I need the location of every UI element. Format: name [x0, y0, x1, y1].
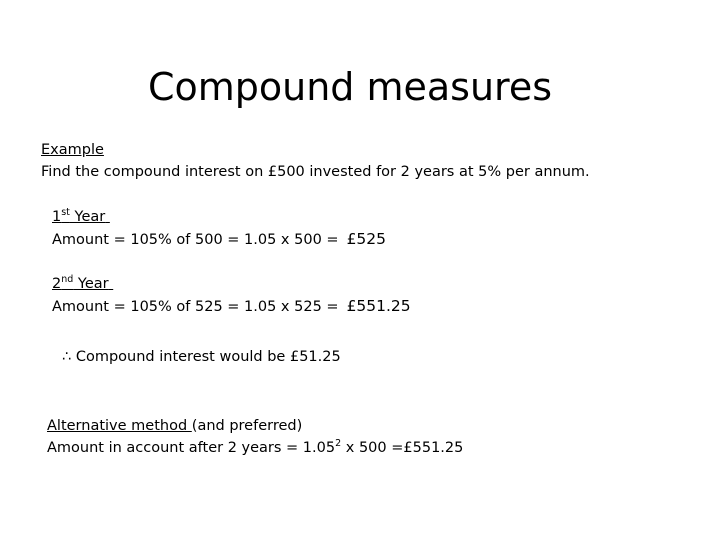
- year1-calculation: [52, 229, 386, 251]
- year2-word: Year: [73, 276, 109, 292]
- year2-result: £551.25: [346, 297, 411, 315]
- alternative-calc-end: x 500 =£551.25: [341, 440, 464, 456]
- year1-ordinal-suffix: st: [61, 207, 70, 219]
- year1-number: 1: [52, 209, 62, 225]
- year1-heading: [52, 207, 110, 228]
- conclusion-line: [62, 347, 341, 368]
- page-title: Compound measures: [147, 65, 553, 109]
- alternative-calculation: [47, 438, 463, 459]
- year2-ordinal-suffix: nd: [61, 274, 74, 286]
- alternative-heading: [47, 416, 302, 437]
- therefore-symbol: ∴: [62, 349, 72, 365]
- alternative-note: (and preferred): [191, 418, 303, 434]
- year1-calc-text: Amount = 105% of 500 = 1.05 x 500 =: [52, 232, 339, 248]
- alternative-calc-start: Amount in account after 2 years = 1.05: [47, 440, 336, 456]
- year2-heading-label: [52, 276, 113, 292]
- example-heading-text: Example: [41, 142, 104, 158]
- year1-word: Year: [69, 209, 106, 225]
- year2-heading: [52, 274, 113, 295]
- year2-calc-text: Amount = 105% of 525 = 1.05 x 525 =: [52, 299, 339, 315]
- alternative-exponent: 2: [335, 438, 342, 450]
- year2-calculation: [52, 296, 411, 318]
- example-question: Find the compound interest on £500 invested for 2 years at 5% per annum.: [41, 164, 590, 180]
- conclusion-text: Compound interest would be £51.25: [75, 349, 341, 365]
- year2-number: 2: [52, 276, 62, 292]
- example-heading: [41, 140, 104, 161]
- year1-result: £525: [346, 230, 387, 248]
- year1-heading-label: [52, 209, 110, 225]
- alternative-heading-text: Alternative method: [47, 418, 192, 434]
